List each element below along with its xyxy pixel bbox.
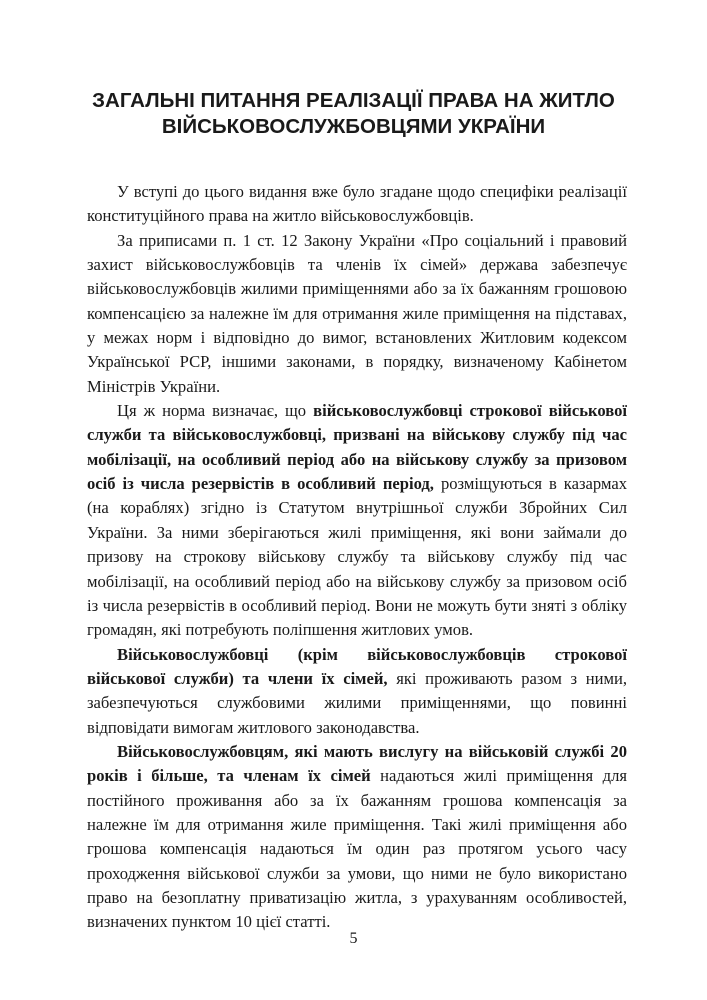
- title-line-2: ВІЙСЬКОВОСЛУЖБОВЦЯМИ УКРАЇНИ: [161, 115, 546, 138]
- paragraph-5-rest: надаються жилі приміщення для постійного проживання або за їх бажанням грошова компенсація за належне їм для отримання жиле приміщення. Такі жилі приміщення або грошова компенсація надаються їм один раз протягом усього часу проходження військової служби за умови, що ними не було використано право на безоплатну приватизацію житла, з урахуванням особливостей, визначених пунктом 10 цієї статті.: [87, 766, 627, 932]
- paragraph-3: [87, 399, 627, 642]
- paragraph-1-text: У вступі до цього видання вже було згадане щодо специфіки реалізації конституційного права на житло військовослужбовців.: [87, 182, 627, 226]
- paragraph-4-bold: Військовослужбовці (крім військовослужбовців строкової військової служби) та члени їх сімей,: [87, 644, 627, 688]
- paragraph-2: [87, 229, 627, 399]
- paragraph-5: [87, 740, 627, 935]
- paragraph-3-bold: військовослужбовці строкової військової служби та військовослужбовці, призвані на військову службу під час мобілізації, на особливий період або на військову службу за призовом осіб із числа резервістів в особливий період,: [87, 401, 627, 494]
- body-text: [87, 180, 627, 935]
- paragraph-2-text: За приписами п. 1 ст. 12 Закону України «Про соціальний і правовий захист військовослужбовців та членів їх сімей» держава забезпечує військовослужбовців жилими приміщеннями або за їх бажанням грошовою компенсацією за належне їм для отримання жиле приміщення на підставах, у межах норм і відповідно до вимог, встановлених Житловим кодексом Української РСР, іншими законами, в порядку, визначеному Кабінетом Міністрів України.: [87, 230, 627, 396]
- paragraph-1: [87, 180, 627, 229]
- paragraph-4-rest: які проживають разом з ними, забезпечуються службовими жилими приміщеннями, що повинні відповідати вимогам житлового законодавства.: [87, 668, 627, 737]
- title-line-1: ЗАГАЛЬНІ ПИТАННЯ РЕАЛІЗАЦІЇ ПРАВА НА ЖИТЛО: [92, 89, 615, 112]
- paragraph-4: [87, 643, 627, 740]
- page-number: 5: [349, 930, 358, 947]
- paragraph-3-rest: розміщуються в казармах (на кораблях) згідно із Статутом внутрішньої служби Збройних Сил України. За ними зберігаються жилі приміщення, які вони займали до призову на строкову військову службу та військову службу під час мобілізації, на особливий період або на військову службу за призовом осіб із числа резервістів в особливий період. Вони не можуть бути зняті з обліку громадян, які потребують поліпшення житлових умов.: [87, 474, 627, 640]
- page-title: [60, 88, 647, 140]
- paragraph-3-lead: Ця ж норма визначає, що: [117, 401, 314, 421]
- paragraph-5-bold: Військовослужбовцям, які мають вислугу на військовій службі 20 років і більше, та членам їх сімей: [87, 741, 627, 786]
